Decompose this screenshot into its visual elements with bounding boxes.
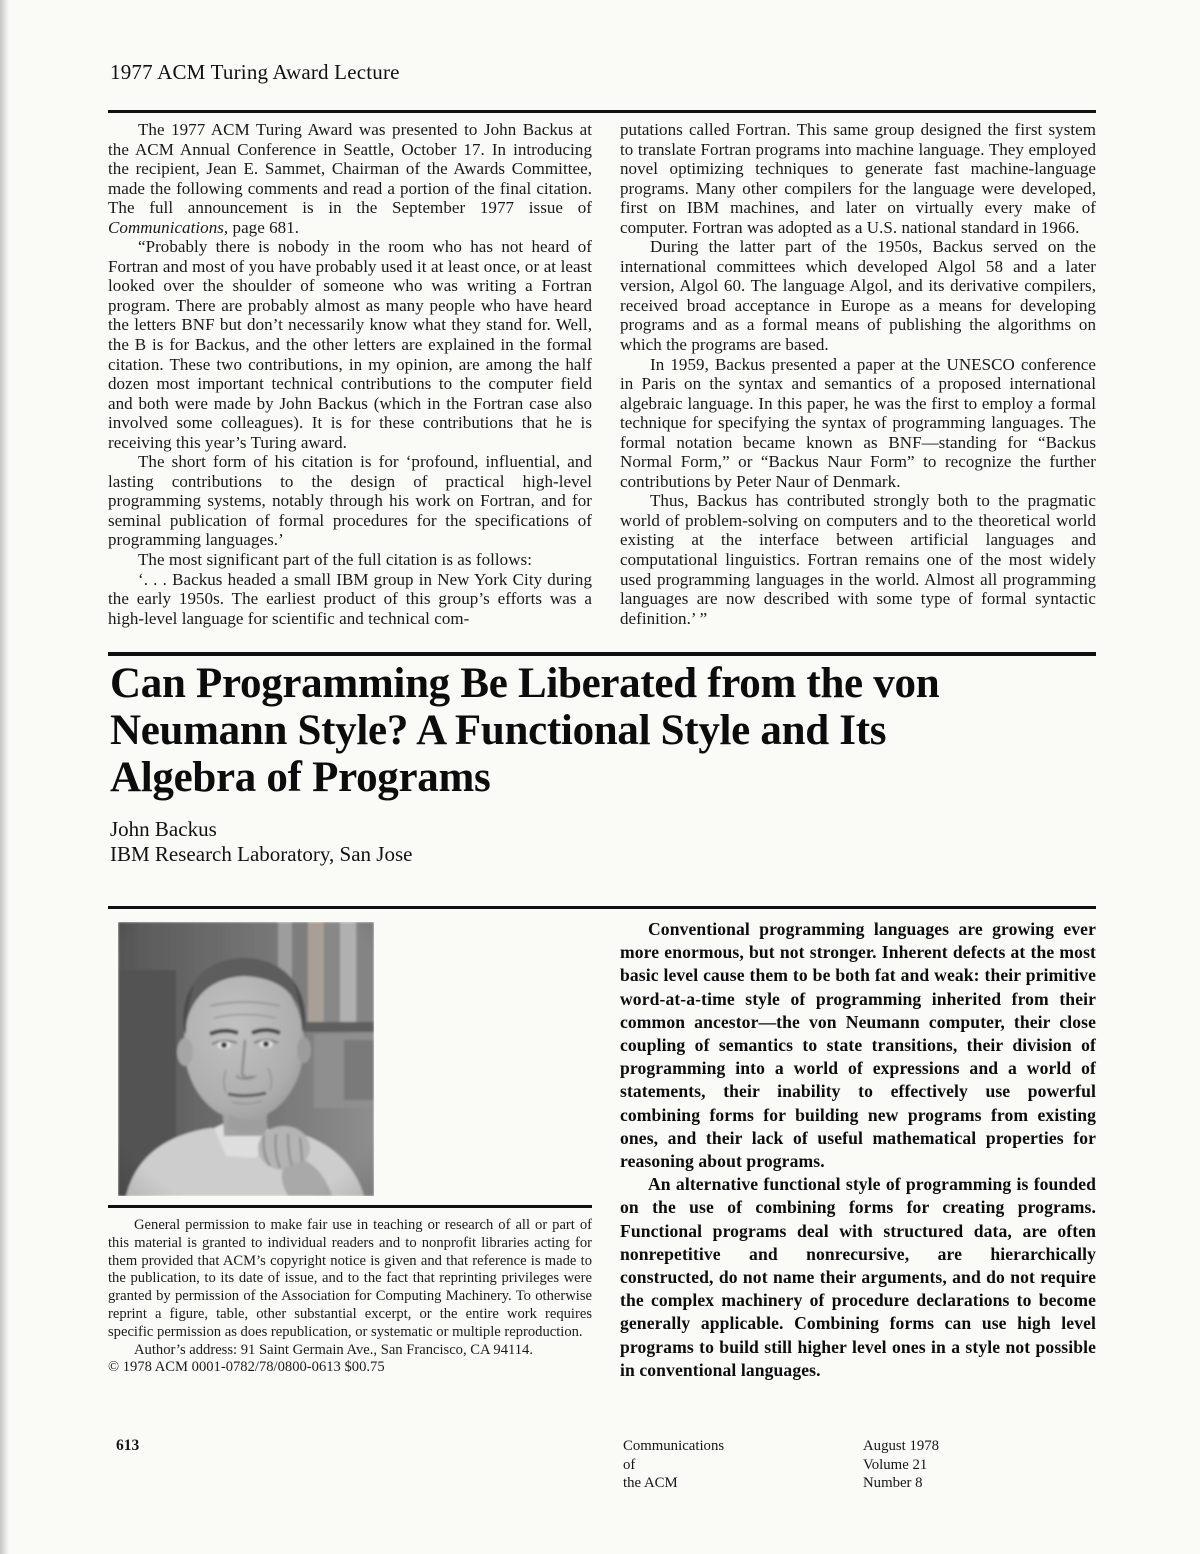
journal-name: Communications of the ACM [623,1438,725,1492]
author-name: John Backus [110,817,217,841]
rule-mid [108,906,1096,909]
running-head: 1977 ACM Turing Award Lecture [110,60,400,84]
intro-paragraph: ‘. . . Backus headed a small IBM group in New York City during the early 1950s. The earliest product of this group’s efforts was a high-level language for scientific and technical com- [108,569,592,628]
intro-paragraph: During the latter part of the 1950s, Backus served on the international committees which developed Algol 58 and a later version, Algol 60. The language Algol, and its derivative compilers, received broad acceptance in Europe as a means for developing programs and as a formal means of publishing the algorithms on which the programs are based. [620,237,1096,355]
abstract-paragraph: An alternative functional style of programming is founded on the use of combining forms for creating programs. Functional programs deal with structured data, are often nonrepetitive and nonrecursive, are hierarchically constructed, do not name their arguments, and do not require the complex machinery of procedure declarations to become generally applicable. Combining forms can use high level programs to build still higher level ones in a style not possible in conventional languages. [620,1174,1096,1380]
intro-left-column [108,120,592,652]
permission-paragraph: General permission to make fair use in teaching or research of all or part of this material is granted to individual readers and to nonprofit libraries acting for them provided that ACM’s copyright notice is given and that reference is made to the publication, to its date of issue, and to the fact that reprinting privileges were granted by permission of the Association for Computing Machinery. To otherwise reprint a figure, table, other substantial excerpt, or the entire work requires specific permission as does republication, or systematic or multiple reproduction. [108,1217,592,1340]
intro-paragraph: “Probably there is nobody in the room who has not heard of Fortran and most of you have probably used it at least once, or at least looked over the shoulder of someone who was writing a Fortran program. There are probably almost as many people who have heard the letters BNF but don’t necessarily know what they stand for. Well, the B is for Backus, and the other letters are explained in the formal citation. These two contributions, in my opinion, are among the half dozen most important technical contributions to the computer field and both were made by John Backus (which in the Fortran case also involved some colleagues). It is for these contributions that he is receiving this year’s Turing award. [108,237,592,452]
abstract-paragraph: Conventional programming languages are growing ever more enormous, but not stronger. Inherent defects at the most basic level cause them to be both fat and weak: their primitive word-at-a-time style of programming inherited from their common ancestor—the von Neumann computer, their close coupling of semantics to state transitions, their division of programming into a world of expressions and a world of statements, their inability to effectively use powerful combining forms for building new programs from existing ones, and their lack of useful mathematical properties for reasoning about programs. [620,919,1096,1172]
permission-notice [108,1217,592,1377]
intro-paragraph: putations called Fortran. This same group designed the first system to translate Fortran programs into machine language. They employed novel optimizing techniques to generate fast machine-language programs. Many other compilers for the language were developed, first on IBM machines, and later on virtually every make of computer. Fortran was adopted as a U.S. national standard in 1966. [620,120,1096,237]
rule-top [108,110,1096,113]
article-title-line: Neumann Style? A Functional Style and Its [110,707,887,754]
intro-right-column [620,120,1096,652]
intro-paragraph: In 1959, Backus presented a paper at the UNESCO conference in Paris on the syntax and semantics of a proposed international algebraic language. In this paper, he was the first to employ a formal technique for specifying the syntax of programming languages. The formal notation became known as BNF—standing for “Backus Normal Form,” or “Backus Naur Form” to recognize the further contributions by Peter Naur of Denmark. [620,354,1096,491]
author-block [110,817,412,867]
article-title-line: Can Programming Be Liberated from the von [110,660,940,707]
issue-info: August 1978 Volume 21 Number 8 [863,1438,940,1492]
main-left-column [108,918,592,1382]
intro-paragraph: Thus, Backus has contributed strongly both to the pragmatic world of problem-solving on computers and to the theoretical world existing at the interface between artificial languages and computational linguistics. Fortran remains one of the most widely used programming languages in the world. Almost all programming languages are now described with some type of formal syntactic definition.’ ” [620,491,1096,628]
rule-above-permission [108,1205,592,1208]
john-backus-photo [118,922,374,1196]
intro-paragraph: The 1977 ACM Turing Award was presented to John Backus at the ACM Annual Conference in Seattle, October 17. In introducing the recipient, Jean E. Sammet, Chairman of the Awards Committee, made the following comments and read a portion of the final citation. The full announcement is in the September 1977 issue of Communications, page 681. [108,120,592,237]
abstract [620,918,1096,1382]
page-number: 613 [116,1437,140,1454]
author-affiliation: IBM Research Laboratory, San Jose [110,842,413,866]
author-address: Author’s address: 91 Saint Germain Ave., San Francisco, CA 94114. [134,1341,533,1358]
intro-columns [108,120,1096,652]
main-columns [108,918,1096,1382]
copyright-line: © 1978 ACM 0001-0782/78/0800-0613 $00.75 [108,1359,385,1376]
intro-paragraph: The most significant part of the full citation is as follows: [138,550,532,570]
page-footer [108,1437,1096,1507]
article-title-line: Algebra of Programs [110,754,491,801]
intro-paragraph: The short form of his citation is for ‘profound, influential, and lasting contributions to the design of practical high-level programming systems, notably through his work on Fortran, and for seminal publication of formal procedures for the specifications of programming languages.’ [108,452,592,550]
article-title [110,660,1090,801]
rule-above-title [108,652,1096,656]
